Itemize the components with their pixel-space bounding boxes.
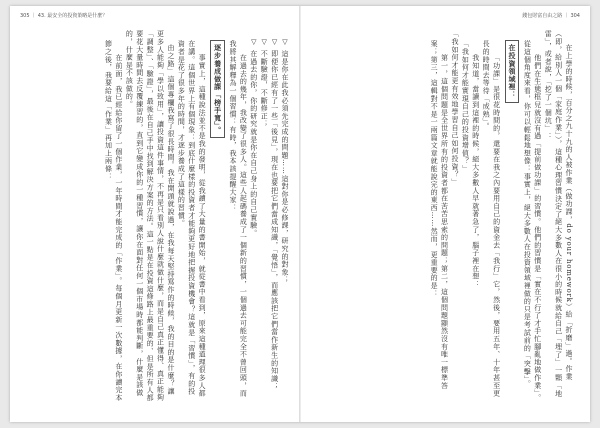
- bullet-item: ▽ 不斷驗證，不斷修正；: [260, 38, 269, 128]
- left-page-body: [22, 30, 290, 402]
- paragraph: 我知道，當讀到這裡的時候，絕大多數人早就著急了，腦子裡在想：: [471, 54, 480, 288]
- bullet-item: ▽ 這是你在此我必須先完成的問題……這對你是必修課，研究的對象；: [281, 38, 289, 284]
- page-gutter: [299, 6, 301, 422]
- paragraph: 由之路」這個專欄我寫了很長時間。我在開頭就說過，在我每天堅持寫作的時候，我的目的是什麼？讓更多人能夠「學以致用」，讓投資這件事情，不再是只看別人說什麼就做什麼，而是自己真正懂得、真正能夠「調整」、「驗證」，最後在自己手中找到解決方案的方法。這一點是在投資這條路上最重要的、但是所有人都要花大量時間去反覆練習的，直到它變成你的一種習慣，讓你在面對任何一個市場時都能判斷，什麼是該做的，什麼是不該做的。: [125, 30, 175, 402]
- section-box-wrapper: [207, 40, 227, 402]
- right-page-header: 錢包財富自由之路 ｜ 304: [522, 13, 580, 19]
- paragraph: 在上學的時候，百分之九十九的人被作業（做功課，do your homework）給「折磨」過。作業（即，給別人一個「家庭作業」），這種心理習慣決定了絕大多數人在很小的時候就給自己「埋了」一顆「地雷」，或者說，「挖了一個坑」：: [544, 30, 573, 398]
- left-page-header: 305 ｜ 43. 最安全的投資策略是什麼？: [20, 13, 108, 19]
- quote-line: 「我如何才能實現自己的投資增值？」: [461, 40, 470, 173]
- paragraph: 「功課」是很花時間的，還要在我之內要用自己的資金去「我行」它，然後，要用五年、十年甚至更長的時間去等待「成熟」。: [482, 40, 501, 398]
- boxed-heading: 逐步養成做課「榜手寬」。: [210, 40, 224, 138]
- book-spread: [10, 6, 590, 422]
- paragraph: 事實上，這種說法並不是我的發明，從我讀了大量的書開始，就從書中看到，原來這種道理很多人都在講。這個世界上有個現象：到底什麼樣的投資者才能夠更好地把握投資機會？這就是「習慣」，有的投資者是花了很多年的時間，才逐步養成了這樣的習慣。: [177, 40, 207, 398]
- paragraph: 第一，這個問題是全世界所有的投資者都在苦苦思索的問題；第二，這個問題顯然沒有唯一標準答案；第三，這輯對不是一兩篇文章就能說完的東西……然而，更重要的是：: [430, 40, 449, 390]
- paragraph: 他們在生態框兒就沒有過「提前做功課」的習慣。他們的習慣是「實在不行了才手忙腳亂地做作業」。從這個角度來看，你可以輕鬆地想像：事實上，絕大多數人在投資領域裡做的只是考試前的「突擊」。: [523, 40, 542, 402]
- boxed-heading: 在投資領域裡：: [505, 40, 519, 103]
- bullet-item: ▽ 即便你已經有了一些「後見」，現在也要把它們當成知識，「覺悟」，而應該把它們當作新生的知識；: [270, 38, 279, 391]
- quote-line: 「我如何才能更有效地學習自己如何投資？」: [450, 30, 459, 186]
- right-page-body: [306, 30, 574, 402]
- bullet-item: ▽ 在過去的你，你的研究就是你在自己身上的自己實驗。: [249, 38, 258, 238]
- section-box-wrapper: [502, 40, 522, 402]
- paragraph: 在前面，我已經給你留了一個作業，一年時間才能完成的「作業」。每個月更新一次數據，在你讀完本節之後，我要給這「作業」再加上兩條：: [104, 40, 123, 402]
- paragraph: 在過去的幾年，我改變了很多人。這些人起碼養成了一個新的習慣，一個過去可能完全不曾回頭，而我將其解釋為一個習慣：有時，我本該提醒大家：: [228, 40, 248, 398]
